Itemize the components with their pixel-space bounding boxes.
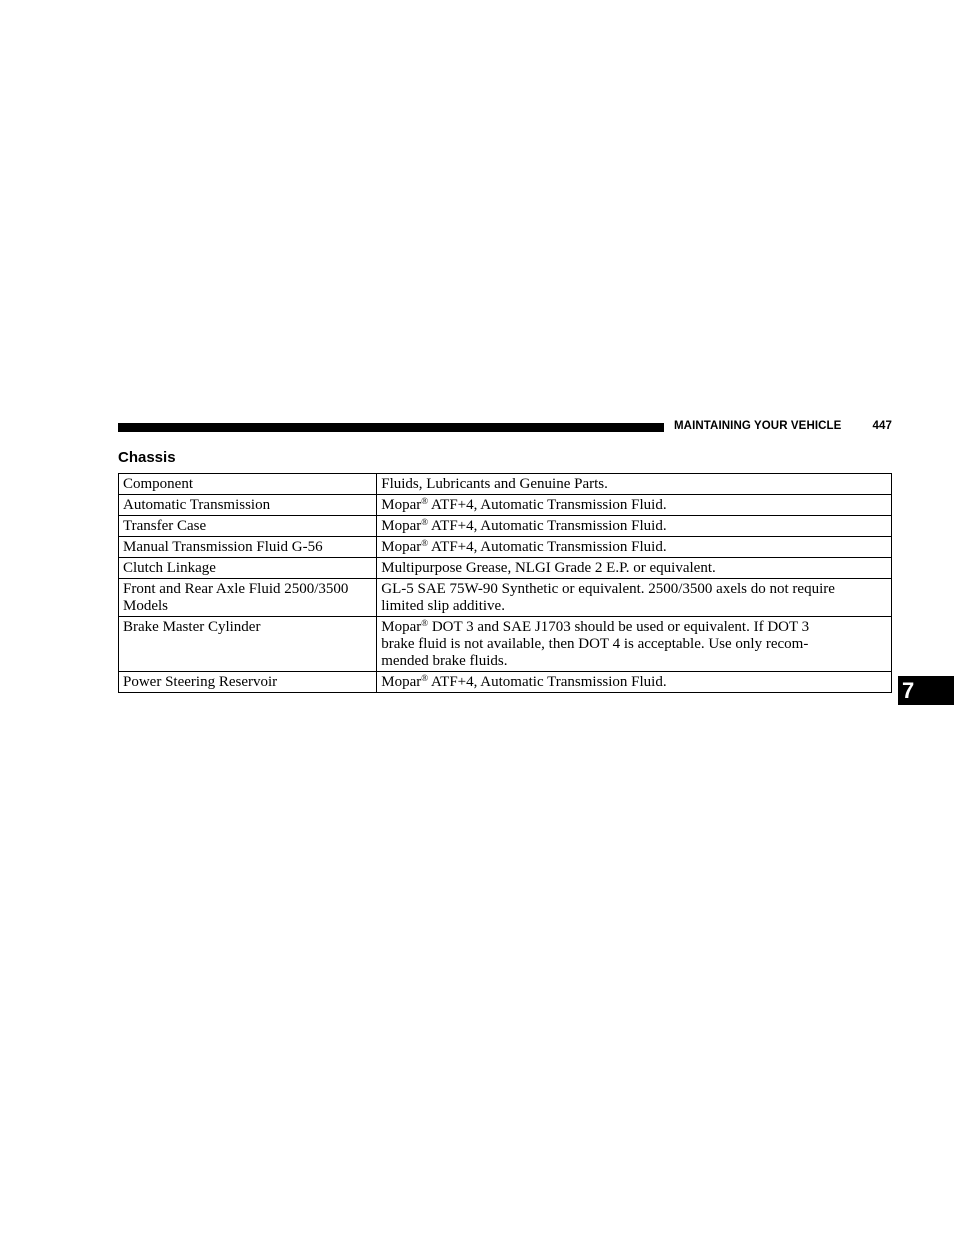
- registered-mark: ®: [421, 538, 429, 548]
- brand-text: Mopar: [381, 539, 422, 555]
- registered-mark: ®: [421, 517, 429, 527]
- page-number: 447: [872, 420, 892, 432]
- component-cell: Power Steering Reservoir: [119, 672, 377, 693]
- component-cell: [119, 579, 377, 617]
- section-heading: MAINTAINING YOUR VEHICLE: [674, 420, 842, 432]
- table-row: [119, 672, 892, 693]
- component-cell: Automatic Transmission: [119, 495, 377, 516]
- registered-mark: ®: [421, 496, 429, 506]
- component-line: Front and Rear Axle Fluid 2500/3500: [123, 581, 349, 597]
- brand-text: Mopar: [381, 497, 422, 513]
- table-header-cell: Fluids, Lubricants and Genuine Parts.: [377, 474, 892, 495]
- fluid-text: ATF+4, Automatic Transmission Fluid.: [428, 497, 667, 513]
- table-row: [119, 495, 892, 516]
- fluid-text: ATF+4, Automatic Transmission Fluid.: [428, 539, 667, 555]
- component-cell: Brake Master Cylinder: [119, 617, 377, 672]
- chapter-tab: [898, 676, 954, 705]
- component-line: Models: [123, 598, 168, 614]
- table-row: [119, 579, 892, 617]
- fluid-line: mended brake fluids.: [381, 653, 508, 669]
- fluid-line: brake fluid is not available, then DOT 4 is acceptable. Use only recom-: [381, 636, 809, 652]
- fluid-line: GL-5 SAE 75W-90 Synthetic or equivalent. 2500/3500 axels do not require: [381, 581, 835, 597]
- table-header-row: [119, 474, 892, 495]
- header-rule: [118, 423, 664, 432]
- chapter-number: 7: [902, 678, 915, 703]
- brand-text: Mopar: [381, 619, 422, 635]
- fluid-text: DOT 3 and SAE J1703 should be used or equivalent. If DOT 3: [428, 619, 810, 635]
- fluid-cell: [377, 617, 892, 672]
- fluid-cell: [377, 516, 892, 537]
- fluid-cell: [377, 537, 892, 558]
- registered-mark: ®: [421, 673, 429, 683]
- registered-mark: ®: [421, 618, 429, 628]
- component-cell: Transfer Case: [119, 516, 377, 537]
- fluid-cell: [377, 495, 892, 516]
- fluid-text: ATF+4, Automatic Transmission Fluid.: [428, 674, 667, 690]
- running-header: [674, 420, 892, 432]
- fluid-cell: [377, 672, 892, 693]
- fluid-text: ATF+4, Automatic Transmission Fluid.: [428, 518, 667, 534]
- table-row: [119, 537, 892, 558]
- brand-text: Mopar: [381, 674, 422, 690]
- table-header-cell: Component: [119, 474, 377, 495]
- fluid-line: [381, 619, 887, 636]
- table-row: [119, 516, 892, 537]
- component-cell: Manual Transmission Fluid G-56: [119, 537, 377, 558]
- fluid-cell: [377, 579, 892, 617]
- chassis-fluids-table: [118, 473, 892, 693]
- component-cell: Clutch Linkage: [119, 558, 377, 579]
- section-title: Chassis: [118, 449, 176, 466]
- brand-text: Mopar: [381, 518, 422, 534]
- table-row: [119, 558, 892, 579]
- fluid-line: limited slip additive.: [381, 598, 505, 614]
- table-row: [119, 617, 892, 672]
- fluid-cell: Multipurpose Grease, NLGI Grade 2 E.P. or equivalent.: [377, 558, 892, 579]
